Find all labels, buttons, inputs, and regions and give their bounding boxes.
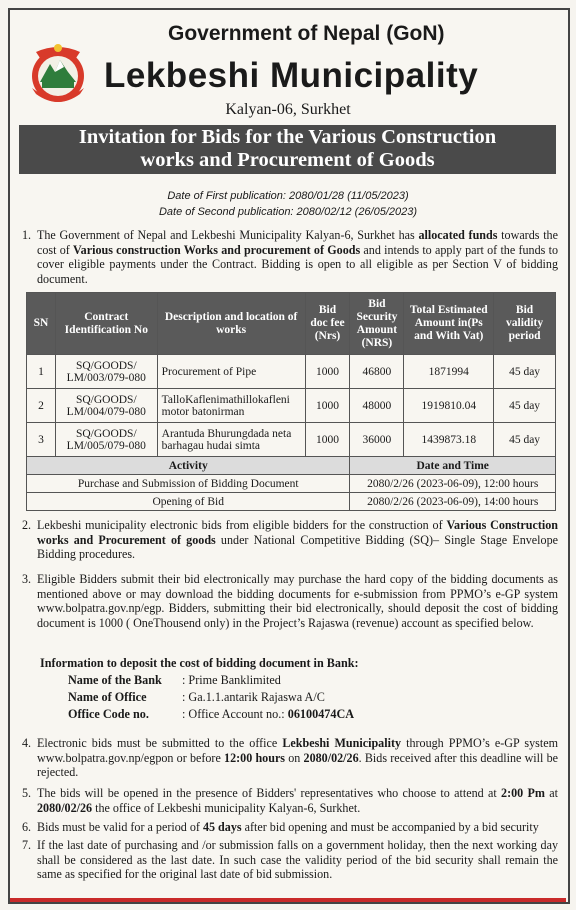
bank-name-label: Name of the Bank bbox=[68, 673, 162, 687]
cell-security: 46800 bbox=[350, 355, 404, 389]
column-header: Contract Identification No bbox=[55, 293, 157, 355]
text: after bid opening and must be accompanied by a bid security bbox=[241, 820, 539, 834]
date-time-header: Date and Time bbox=[350, 457, 556, 475]
paragraph-number: 6. bbox=[22, 820, 32, 834]
office-name-label: Name of Office bbox=[68, 690, 147, 704]
schedule-activity: Opening of Bid bbox=[27, 493, 350, 511]
bold-text: Various construction Works and procurement of Goods bbox=[73, 242, 361, 257]
text: Bids must be valid for a period of bbox=[37, 820, 203, 834]
bold-text: 12:00 hours bbox=[224, 750, 286, 765]
cell-fee: 1000 bbox=[305, 423, 350, 457]
text: Electronic bids must be submitted to the office bbox=[37, 736, 283, 750]
column-header: SN bbox=[27, 293, 56, 355]
paragraph-7 bbox=[22, 838, 558, 882]
cell-description: Arantuda Bhurungdada neta barhagau hudai simta bbox=[157, 423, 305, 457]
cell-contract-id: SQ/GOODS/ LM/005/079-080 bbox=[55, 423, 157, 457]
municipality-address: Kalyan-06, Surkhet bbox=[225, 101, 351, 118]
bold-text: Lekbeshi Municipality bbox=[282, 736, 402, 750]
text: and intends to apply part of the funds to cover eligible payments under the Contract. Bidding is open to all eligible as per Section V of bidding document. bbox=[37, 242, 558, 286]
paragraph-1 bbox=[22, 228, 558, 286]
cell-sn: 2 bbox=[27, 389, 56, 423]
cell-total: 1439873.18 bbox=[404, 423, 494, 457]
paragraph-4 bbox=[22, 736, 558, 780]
paragraph-3 bbox=[22, 572, 558, 630]
cell-fee: 1000 bbox=[305, 389, 350, 423]
table-row bbox=[27, 423, 556, 457]
bank-info bbox=[40, 655, 359, 723]
text: on bbox=[285, 750, 304, 765]
second-publication-date: Date of Second publication: 2080/02/12 (26/05/2023) bbox=[158, 206, 418, 218]
paragraph-5 bbox=[22, 786, 558, 815]
text: If the last date of purchasing and /or submission falls on a government holiday, then the next working day shall be considered as the last date. In such case the validity period of the bid security shall remain the same as specified for the original last date of bid submission. bbox=[37, 838, 558, 881]
paragraph-number: 5. bbox=[22, 786, 32, 800]
bold-text: Various Construction works and Procurement of goods bbox=[37, 518, 558, 547]
cell-total: 1919810.04 bbox=[404, 389, 494, 423]
activity-header: Activity bbox=[27, 457, 350, 475]
notice-banner bbox=[19, 125, 556, 174]
schedule-header-row bbox=[27, 457, 556, 475]
cell-validity: 45 day bbox=[494, 423, 556, 457]
column-header: Bid Security Amount (NRS) bbox=[350, 293, 404, 355]
bold-text: 2:00 Pm bbox=[501, 786, 545, 800]
schedule-activity: Purchase and Submission of Bidding Document bbox=[27, 475, 350, 493]
bank-row bbox=[40, 706, 359, 723]
bold-text: 45 days bbox=[202, 820, 242, 834]
text: the office of Lekbeshi municipality Kalyan-6, Surkhet. bbox=[92, 800, 361, 815]
paragraph-number: 3. bbox=[22, 572, 32, 586]
column-header: Total Estimated Amount in(Ps and With Vat) bbox=[404, 293, 494, 355]
schedule-row bbox=[27, 475, 556, 493]
office-name-value: : Ga.1.1.antarik Rajaswa A/C bbox=[182, 690, 325, 704]
first-publication-date: Date of First publication: 2080/01/28 (11/05/2023) bbox=[167, 190, 409, 202]
cell-description: Procurement of Pipe bbox=[157, 355, 305, 389]
government-title: Government of Nepal (GoN) bbox=[168, 22, 445, 45]
cell-validity: 45 day bbox=[494, 355, 556, 389]
cell-description: TalloKaflenimathillokafleni motor batonirman bbox=[157, 389, 305, 423]
column-header: Bid doc fee (Nrs) bbox=[305, 293, 350, 355]
paragraph-6 bbox=[22, 820, 558, 835]
banner-line-1: Invitation for Bids for the Various Construction bbox=[78, 126, 497, 148]
cell-validity: 45 day bbox=[494, 389, 556, 423]
cell-security: 48000 bbox=[350, 389, 404, 423]
text: at bbox=[544, 786, 558, 800]
text: Lekbeshi municipality electronic bids from eligible bidders for the construction of bbox=[37, 518, 447, 532]
text: Eligible Bidders submit their bid electronically may purchase the hard copy of the bidding documents as mentioned above or may download the bidding documents for e-submission from PPMO’s e-GP system www.bolpatra.gov.np/egp. Bidders, submitting their bid electronically, should deposit the cost of bidding document is 1000 ( OneThousend only) in the Project’s Rajaswa (revenue) account as specified below. bbox=[37, 572, 558, 630]
bank-name-value: : Prime Banklimited bbox=[182, 673, 281, 687]
bids-table bbox=[26, 292, 556, 511]
column-header: Description and location of works bbox=[157, 293, 305, 355]
text: . Bids received after this deadline will be rejected. bbox=[37, 750, 559, 779]
paragraph-2 bbox=[22, 518, 558, 562]
text: through PPMO’s e-GP system www.bolpatra.gov.np/egpon or before bbox=[37, 736, 558, 765]
table-header-row bbox=[27, 293, 556, 355]
cell-sn: 3 bbox=[27, 423, 56, 457]
bank-info-heading: Information to deposit the cost of bidding document in Bank: bbox=[40, 656, 359, 670]
office-code-label: Office Code no. bbox=[68, 707, 149, 721]
cell-sn: 1 bbox=[27, 355, 56, 389]
paragraph-number: 4. bbox=[22, 736, 32, 750]
schedule-datetime: 2080/2/26 (2023-06-09), 14:00 hours bbox=[350, 493, 556, 511]
bank-row bbox=[40, 672, 359, 689]
text: The Government of Nepal and Lekbeshi Municipality Kalyan-6, Surkhet has bbox=[37, 228, 419, 242]
cell-security: 36000 bbox=[350, 423, 404, 457]
paragraph-number: 1. bbox=[22, 228, 32, 242]
bank-row bbox=[40, 689, 359, 706]
table-row bbox=[27, 355, 556, 389]
table-row bbox=[27, 389, 556, 423]
text: The bids will be opened in the presence of Bidders' representatives who choose to attend at bbox=[37, 786, 502, 800]
text: under National Competitive Bidding (SQ)– Single Stage Envelope Bidding procedures. bbox=[37, 532, 558, 561]
bold-text: 2080/02/26 bbox=[37, 800, 93, 815]
bold-text: 2080/02/26 bbox=[303, 750, 359, 765]
bold-text: allocated funds bbox=[418, 228, 498, 242]
office-code-value: 06100474CA bbox=[287, 707, 355, 721]
nepal-emblem-icon bbox=[22, 38, 94, 110]
schedule-datetime: 2080/2/26 (2023-06-09), 12:00 hours bbox=[350, 475, 556, 493]
paragraph-number: 2. bbox=[22, 518, 32, 532]
banner-line-2: works and Procurement of Goods bbox=[140, 149, 435, 171]
office-code-prefix: : Office Account no.: bbox=[182, 707, 288, 721]
schedule-row bbox=[27, 493, 556, 511]
column-header: Bid validity period bbox=[494, 293, 556, 355]
cell-fee: 1000 bbox=[305, 355, 350, 389]
footer-accent-bar bbox=[10, 898, 566, 902]
cell-contract-id: SQ/GOODS/ LM/003/079-080 bbox=[55, 355, 157, 389]
municipality-title: Lekbeshi Municipality bbox=[104, 56, 479, 95]
cell-total: 1871994 bbox=[404, 355, 494, 389]
paragraph-number: 7. bbox=[22, 838, 32, 852]
cell-contract-id: SQ/GOODS/ LM/004/079-080 bbox=[55, 389, 157, 423]
text: towards the cost of bbox=[37, 228, 558, 257]
